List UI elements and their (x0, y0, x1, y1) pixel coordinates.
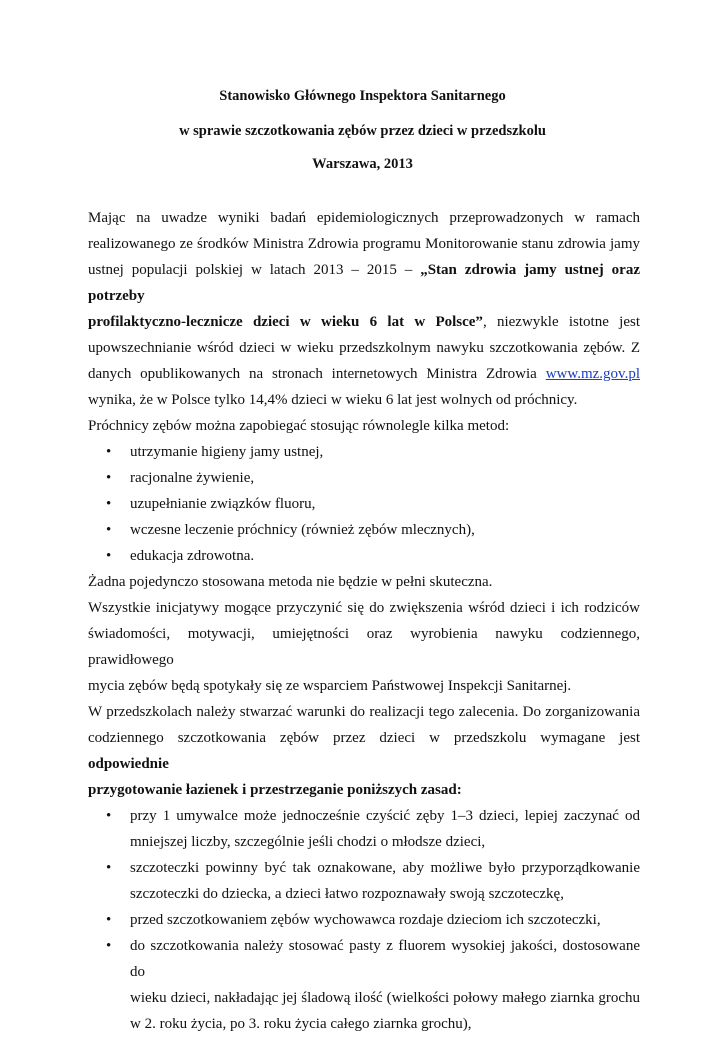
bullet-icon: • (106, 938, 112, 954)
bullet-icon: • (106, 860, 112, 876)
list-item (88, 907, 640, 933)
text-line (88, 361, 640, 387)
document-place-date: Warszawa, 2013 (312, 156, 413, 172)
paragraph-kindergarten (88, 699, 640, 803)
list-item: • uzupełnianie związków fluoru, (88, 491, 640, 517)
document-body (88, 205, 640, 1037)
list-item (88, 933, 640, 1037)
text-line: Mając na uwadze wyniki badań epidemiologicznych przeprowadzonych w ramach (88, 210, 640, 226)
list-item: • utrzymanie higieny jamy ustnej, (88, 439, 640, 465)
text-line: szczoteczki do dziecka, a dzieci łatwo rozpoznawały swoją szczoteczkę, (130, 886, 564, 902)
bold-study-title-cont: profilaktyczno-lecznicze dzieci w wieku 6 lat w Polsce” (88, 314, 483, 330)
text-line: mycia zębów będą spotykały się ze wsparciem Państwowej Inspekcji Sanitarnej. (88, 678, 572, 694)
bullet-icon: • (106, 444, 112, 460)
text-line: upowszechnianie wśród dzieci w wieku przedszkolnym nawyku szczotkowania zębów. Z (88, 340, 640, 356)
paragraph-no-single-method: Żadna pojedynczo stosowana metoda nie będzie w pełni skuteczna. (88, 574, 493, 590)
paragraph-methods-intro: Próchnicy zębów można zapobiegać stosując równolegle kilka metod: (88, 418, 510, 434)
text-line: wynika, że w Polsce tylko 14,4% dzieci w wieku 6 lat jest wolnych od próchnicy. (88, 392, 578, 408)
list-item: • wczesne leczenie próchnicy (również zębów mlecznych), (88, 517, 640, 543)
methods-list (88, 439, 640, 569)
text-span: codziennego szczotkowania zębów przez dzieci w przedszkolu wymagane jest (88, 730, 640, 746)
text-span: danych opublikowanych na stronach internetowych Ministra Zdrowia (88, 366, 546, 382)
bullet-icon: • (106, 912, 112, 928)
bullet-icon: • (106, 496, 112, 512)
text-line: realizowanego ze środków Ministra Zdrowia programu Monitorowanie stanu zdrowia jamy (88, 236, 640, 252)
text-span: ustnej populacji polskiej w latach 2013 – 2015 – (88, 262, 421, 278)
bullet-icon: • (106, 548, 112, 564)
text-line: mniejszej liczby, szczególnie jeśli chodzi o młodsze dzieci, (130, 834, 486, 850)
text-span: , niezwykle istotne jest (482, 314, 640, 330)
text-line: W przedszkolach należy stwarzać warunki do realizacji tego zalecenia. Do zorganizowania (88, 704, 640, 720)
list-item: • racjonalne żywienie, (88, 465, 640, 491)
text-line (88, 309, 640, 335)
bold-requirement: odpowiednie (88, 756, 169, 772)
bold-study-title: „Stan zdrowia jamy ustnej oraz potrzeby (88, 262, 640, 304)
text-line: wieku dzieci, nakładając jej śladową ilość (wielkości połowy małego ziarnka grochu (130, 990, 640, 1006)
bullet-icon: • (106, 808, 112, 824)
document-title: Stanowisko Głównego Inspektora Sanitarnego (219, 88, 506, 104)
text-line: świadomości, motywacji, umiejętności oraz wyrobienia nawyku codziennego, prawidłowego (88, 626, 640, 668)
text-line (88, 257, 640, 309)
paragraph-initiatives (88, 595, 640, 699)
text-line: szczoteczki powinny być tak oznakowane, aby możliwe było przyporządkowanie (130, 860, 640, 876)
text-line (88, 725, 640, 777)
list-item (88, 855, 640, 907)
text-line: przed szczotkowaniem zębów wychowawca rozdaje dzieciom ich szczoteczki, (130, 912, 601, 928)
bullet-icon: • (106, 522, 112, 538)
rules-list (88, 803, 640, 1037)
text-line: Wszystkie inicjatywy mogące przyczynić się do zwiększenia wśród dzieci i ich rodziców (88, 600, 640, 616)
bullet-icon: • (106, 470, 112, 486)
document-subtitle: w sprawie szczotkowania zębów przez dzieci w przedszkolu (179, 123, 546, 139)
text-line: w 2. roku życia, po 3. roku życia całego ziarnka grochu), (130, 1016, 472, 1032)
list-item: • edukacja zdrowotna. (88, 543, 640, 569)
text-line (88, 777, 640, 803)
paragraph-intro (88, 205, 640, 413)
text-line: przy 1 umywalce może jednocześnie czyścić zęby 1–3 dzieci, lepiej zaczynać od (130, 808, 640, 824)
text-line: do szczotkowania należy stosować pasty z fluorem wysokiej jakości, dostosowane do (130, 938, 640, 980)
bold-requirement-cont: przygotowanie łazienek i przestrzeganie poniższych zasad: (88, 782, 462, 798)
list-item (88, 803, 640, 855)
ministry-link[interactable]: www.mz.gov.pl (545, 366, 640, 382)
